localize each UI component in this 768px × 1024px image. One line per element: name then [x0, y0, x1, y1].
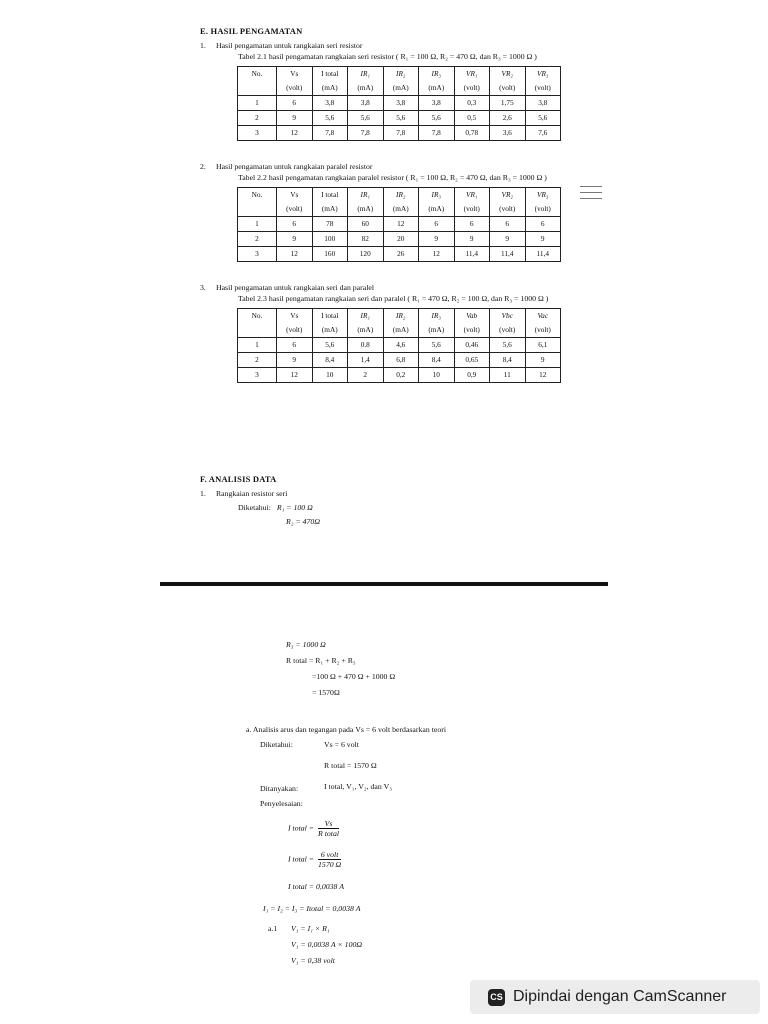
table-cell: (volt): [525, 81, 561, 96]
table-cell: 12: [383, 217, 419, 232]
table-cell: 2: [238, 111, 277, 126]
table-cell: 3: [238, 368, 277, 383]
fraction-denominator: R total: [318, 829, 340, 838]
table-cell: Vbc: [490, 309, 526, 324]
table-cell: 6: [419, 217, 455, 232]
section-f-heading: F. ANALISIS DATA: [200, 474, 277, 484]
table-cell: VR₁: [454, 188, 490, 203]
table-cell: (mA): [348, 202, 384, 217]
table-cell: 0,5: [454, 111, 490, 126]
table-cell: (volt): [454, 81, 490, 96]
table-cell: 6: [525, 217, 561, 232]
table-cell: VR₂: [490, 188, 526, 203]
table-cell: 0,3: [454, 96, 490, 111]
table-cell: 0,78: [454, 126, 490, 141]
table-cell: 2,6: [490, 111, 526, 126]
table-cell: 20: [383, 232, 419, 247]
table-cell: 0,2: [383, 368, 419, 383]
section-analisis-data: [200, 474, 320, 526]
table-cell: (mA): [419, 202, 455, 217]
menu-icon[interactable]: [580, 186, 604, 204]
table-cell: 5,6: [383, 111, 419, 126]
table-row: [238, 353, 561, 368]
table-cell: 7,8: [383, 126, 419, 141]
table-cell: IR₁: [348, 309, 384, 324]
table-cell: (volt): [490, 81, 526, 96]
table-row: [238, 247, 561, 262]
section-e-heading: E. HASIL PENGAMATAN: [200, 26, 303, 36]
table-cell: (volt): [490, 323, 526, 338]
equation-itotal-substituted: [288, 850, 341, 869]
table-cell: 5,6: [312, 338, 348, 353]
item-number: 2.: [200, 162, 206, 171]
table-cell: IR₂: [383, 67, 419, 82]
fraction: [318, 850, 341, 869]
step-a1-line1: V₁ = I₁ × R₁: [291, 924, 330, 933]
table-parallel-resistor: [237, 187, 561, 262]
equation-itotal-result: I total = 0,0038 A: [288, 882, 345, 891]
table-cell: (volt): [454, 323, 490, 338]
table-cell: (volt): [490, 202, 526, 217]
table-cell: 9: [277, 111, 313, 126]
table-cell: 1: [238, 96, 277, 111]
table-cell: 3,8: [419, 96, 455, 111]
item-number: 1.: [200, 41, 206, 50]
table-cell: 100: [312, 232, 348, 247]
table-cell: IR₃: [419, 67, 455, 82]
table-cell: I total: [312, 67, 348, 82]
table-cell: No.: [238, 309, 277, 324]
table-cell: VR₁: [454, 67, 490, 82]
table-cell: I total: [312, 188, 348, 203]
table-cell: 6,8: [383, 353, 419, 368]
r2-value: R₂ = 470Ω: [286, 517, 320, 526]
rtotal-result: = 1570Ω: [312, 688, 340, 697]
table-cell: (mA): [383, 323, 419, 338]
table-cell: 3,8: [312, 96, 348, 111]
table-cell: VR₂: [490, 67, 526, 82]
camscanner-logo-icon: CS: [488, 989, 505, 1006]
table-cell: (volt): [277, 323, 313, 338]
table-cell: 6: [490, 217, 526, 232]
table-cell: 6: [454, 217, 490, 232]
r3-value: R₃ = 1000 Ω: [286, 640, 326, 649]
table-series-resistor: [237, 66, 561, 141]
table-cell: 0,9: [454, 368, 490, 383]
table-cell: 8,4: [312, 353, 348, 368]
table-header-row: [238, 67, 561, 82]
table-cell: VR₃: [525, 67, 561, 82]
table-cell: No.: [238, 67, 277, 82]
table-cell: [238, 81, 277, 96]
camscanner-watermark: [470, 980, 760, 1014]
table-cell: 10: [312, 368, 348, 383]
table-cell: Vs: [277, 309, 313, 324]
diketahui-line: [238, 503, 320, 512]
table-cell: 160: [312, 247, 348, 262]
rtotal-value: R total = 1570 Ω: [324, 761, 377, 770]
table-cell: [238, 323, 277, 338]
table-caption: Tabel 2.1 hasil pengamatan rangkaian seri resistor ( R₁ = 100 Ω, R₂ = 470 Ω, dan R₃ = 1000 Ω ): [238, 52, 537, 61]
table-row: [238, 217, 561, 232]
table-cell: 6: [277, 96, 313, 111]
table-cell: 9: [454, 232, 490, 247]
table-cell: (volt): [454, 202, 490, 217]
section-hasil-pengamatan: [200, 26, 568, 383]
table-cell: (mA): [348, 323, 384, 338]
table-series-parallel: [237, 308, 561, 383]
table-cell: (mA): [419, 323, 455, 338]
table-cell: (volt): [525, 323, 561, 338]
table-cell: (mA): [312, 323, 348, 338]
fraction-numerator: 6 volt: [318, 850, 341, 860]
ditanyakan-label: Ditanyakan:: [260, 784, 299, 793]
table-cell: 9: [277, 353, 313, 368]
equation-itotal-formula: [288, 819, 339, 838]
table-cell: 5,6: [312, 111, 348, 126]
item-title: Hasil pengamatan untuk rangkaian seri dan paralel: [215, 283, 374, 292]
table-caption: Tabel 2.2 hasil pengamatan rangkaian paralel resistor ( R₁ = 100 Ω, R₂ = 470 Ω, dan R₃ = 1000 Ω ): [238, 173, 547, 182]
table-cell: Vab: [454, 309, 490, 324]
observation-item-2: [200, 162, 568, 171]
table-cell: 78: [312, 217, 348, 232]
table-cell: (mA): [312, 202, 348, 217]
table-cell: 8,4: [490, 353, 526, 368]
equation-current-equal: I₁ = I₂ = I₃ = Itotal = 0,0038 A: [263, 904, 361, 913]
table-header-row: [238, 309, 561, 324]
fraction: [318, 819, 339, 838]
table-cell: 2: [348, 368, 384, 383]
table-row: [238, 111, 561, 126]
page-divider: [160, 582, 608, 586]
analysis-a-title: a. Analisis arus dan tegangan pada Vs = 6 volt berdasarkan teori: [246, 725, 446, 734]
table-cell: IR₂: [383, 188, 419, 203]
rtotal-substitution: =100 Ω + 470 Ω + 1000 Ω: [312, 672, 396, 681]
table-cell: 0.8: [348, 338, 384, 353]
item-title: Rangkaian resistor seri: [215, 489, 288, 498]
table-cell: 1,75: [490, 96, 526, 111]
table-cell: IR₃: [419, 309, 455, 324]
table-cell: 5,6: [348, 111, 384, 126]
diketahui-label: Diketahui:: [238, 503, 271, 512]
table-header-units-row: [238, 81, 561, 96]
table-header-row: [238, 188, 561, 203]
table-cell: (volt): [277, 81, 313, 96]
table-cell: 60: [348, 217, 384, 232]
table-cell: [238, 202, 277, 217]
table-cell: 3,8: [383, 96, 419, 111]
equation-lhs: I total =: [288, 823, 315, 833]
table-cell: 6: [277, 217, 313, 232]
table-cell: 9: [525, 353, 561, 368]
table-cell: 4,6: [383, 338, 419, 353]
table-cell: 10: [419, 368, 455, 383]
table-cell: 5,6: [419, 338, 455, 353]
table-cell: 6: [277, 338, 313, 353]
table-cell: 9: [490, 232, 526, 247]
table-cell: Vs: [277, 188, 313, 203]
observation-item-3: [200, 283, 568, 292]
item-number: 1.: [200, 489, 206, 498]
table-cell: 1,4: [348, 353, 384, 368]
table-cell: 12: [525, 368, 561, 383]
item-title: Hasil pengamatan untuk rangkaian paralel resistor: [215, 162, 373, 171]
fraction-numerator: Vs: [318, 819, 339, 829]
fraction-denominator: 1570 Ω: [318, 860, 342, 869]
table-cell: 3,6: [490, 126, 526, 141]
table-cell: 2: [238, 353, 277, 368]
table-cell: IR₂: [383, 309, 419, 324]
penyelesaian-label: Penyelesaian:: [260, 799, 303, 808]
table-cell: 0,46: [454, 338, 490, 353]
table-cell: 12: [277, 247, 313, 262]
table-cell: 1: [238, 338, 277, 353]
table-cell: 3: [238, 126, 277, 141]
diketahui-label: Diketahui:: [260, 740, 293, 749]
table-row: [238, 232, 561, 247]
table-header-units-row: [238, 202, 561, 217]
table-cell: (mA): [419, 81, 455, 96]
item-title: Hasil pengamatan untuk rangkaian seri resistor: [215, 41, 363, 50]
rtotal-formula: R total = R₁ + R₂ + R₃: [286, 656, 356, 665]
table-cell: 120: [348, 247, 384, 262]
table-cell: 5,6: [490, 338, 526, 353]
table-row: [238, 96, 561, 111]
table-cell: Vs: [277, 67, 313, 82]
table-row: [238, 368, 561, 383]
table-caption: Tabel 2.3 hasil pengamatan rangkaian seri dan paralel ( R₁ = 470 Ω, R₂ = 100 Ω, dan R₃ = 1000 Ω ): [238, 294, 549, 303]
r1-value: R₁ = 100 Ω: [276, 503, 313, 512]
table-cell: 9: [277, 232, 313, 247]
equation-lhs: I total =: [288, 854, 315, 864]
table-cell: 9: [419, 232, 455, 247]
table-cell: 0,65: [454, 353, 490, 368]
table-cell: 7,8: [348, 126, 384, 141]
table-cell: (mA): [312, 81, 348, 96]
table-cell: IR₃: [419, 188, 455, 203]
table-cell: 9: [525, 232, 561, 247]
table-cell: 11,4: [454, 247, 490, 262]
table-cell: (volt): [277, 202, 313, 217]
table-cell: I total: [312, 309, 348, 324]
table-cell: 3,8: [348, 96, 384, 111]
table-cell: (mA): [383, 81, 419, 96]
table-cell: 11,4: [490, 247, 526, 262]
table-row: [238, 338, 561, 353]
table-cell: 5,6: [419, 111, 455, 126]
step-a1-line3: V₁ = 0,38 volt: [291, 956, 335, 965]
table-row: [238, 126, 561, 141]
table-cell: 3: [238, 247, 277, 262]
table-cell: 3,8: [525, 96, 561, 111]
table-cell: 7,6: [525, 126, 561, 141]
watermark-text: Dipindai dengan CamScanner: [513, 988, 727, 1005]
table-cell: VR₃: [525, 188, 561, 203]
table-cell: No.: [238, 188, 277, 203]
table-cell: 12: [277, 368, 313, 383]
table-cell: 11,4: [525, 247, 561, 262]
step-a1-label: a.1: [268, 924, 278, 933]
table-header-units-row: [238, 323, 561, 338]
table-cell: 26: [383, 247, 419, 262]
table-cell: 1: [238, 217, 277, 232]
table-cell: Vac: [525, 309, 561, 324]
ditanyakan-value: I total, V₁, V₂, dan V₃: [324, 782, 392, 791]
item-number: 3.: [200, 283, 206, 292]
table-cell: 5,6: [525, 111, 561, 126]
table-cell: 12: [277, 126, 313, 141]
step-a1-line2: V₁ = 0,0038 A × 100Ω: [291, 940, 362, 949]
table-cell: (mA): [383, 202, 419, 217]
table-cell: 7,8: [312, 126, 348, 141]
table-cell: IR₁: [348, 67, 384, 82]
table-cell: 2: [238, 232, 277, 247]
table-cell: 11: [490, 368, 526, 383]
analysis-item-1: [200, 489, 320, 498]
vs-value: Vs = 6 volt: [324, 740, 359, 749]
table-cell: 12: [419, 247, 455, 262]
table-cell: 6,1: [525, 338, 561, 353]
table-cell: IR₁: [348, 188, 384, 203]
observation-item-1: [200, 41, 568, 50]
table-cell: 82: [348, 232, 384, 247]
table-cell: 7,8: [419, 126, 455, 141]
table-cell: 8,4: [419, 353, 455, 368]
table-cell: (mA): [348, 81, 384, 96]
table-cell: (volt): [525, 202, 561, 217]
